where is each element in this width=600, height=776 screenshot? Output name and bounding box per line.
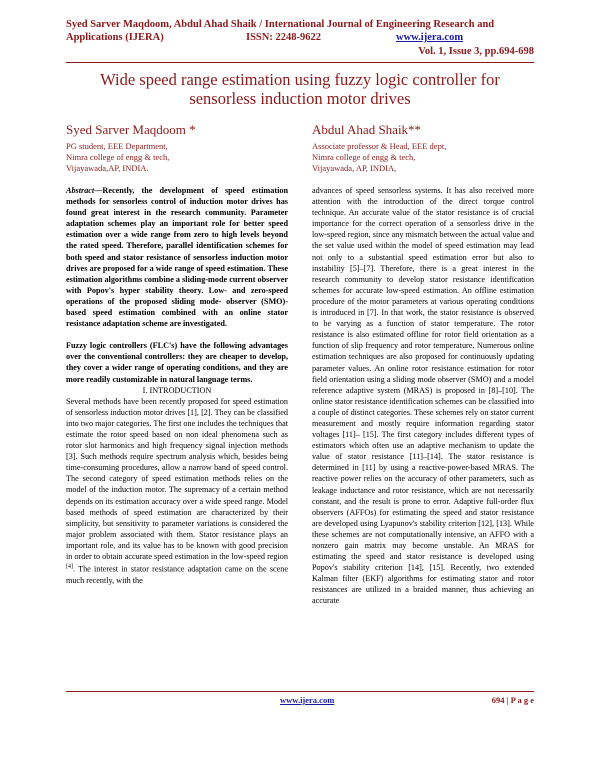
intro-text-end: . The interest in stator resistance adaptation came on the scene much recently, with the bbox=[66, 564, 288, 585]
flc-paragraph: Fuzzy logic controllers (FLC's) have the following advantages over the conventional controllers: they are cheaper to develop, they cover a wider range of operating conditions, and they are more readily customizable in natural language terms. bbox=[66, 341, 288, 384]
footer-website-link[interactable]: www.ijera.com bbox=[280, 695, 335, 705]
intro-text: Several methods have been recently proposed for speed estimation of sensorless induction motor drives [1], [2]. They can be classified into two major categories. The first one includes the techniques that estimate the rotor speed based on non ideal phenomena such as rotor slot harmonics and high frequency signal injection methods [3]. Such methods require spectrum analysis which, besides being time-consuming procedures, allow a narrow band of speed control. The second category of speed estimation methods relies on the model of the induction motor. The supremacy of a certain method depends on its estimation accuracy over a wide speed range. Model based methods of speed estimation are characterized by their simplicity, but sensitivity to parameter variations is considered the major problem associated with them. Stator resistance plays an important role, and its value has to be known with good precision in order to obtain accurate speed estimation in the low-speed region bbox=[66, 396, 288, 561]
paper-title: Wide speed range estimation using fuzzy logic controller for sensorless induction motor drives bbox=[100, 70, 500, 108]
abstract-label: Abstract bbox=[66, 186, 95, 195]
author-1-affiliation bbox=[66, 141, 169, 174]
running-header bbox=[66, 18, 536, 44]
issn: ISSN: 2248-9622 bbox=[246, 32, 321, 43]
intro-paragraph-continued: advances of speed sensorless systems. It has also received more attention with the introduction of the direct torque control technique. An accurate value of the stator resistance is of crucial importance for the correct operation of a sensorless drive in the low-speed region, since any mismatch between the actual value and the set value used within the model of speed estimation may lead not only to a substantial speed estimation error but also to instability [5]–[7]. Therefore, there is a great interest in the research community to develop stator resistance identification schemes for accurate low-speed estimation. An offline estimation procedure of the motor parameters at various operating conditions is introduced in [7]. In that work, the stator resistance is observed to be varying as a function of stator temperature. The rotor resistance is also estimated offline for rotor field orientation as a function of slip frequency and rotor temperature. Numerous online estimation techniques are also proposed for continuously updating parameter values. An online rotor resistance estimation for rotor field orientation using a sliding mode observer (SMO) and a model reference adaptive system (MRAS) is proposed in [8]–[10]. The online stator resistance identification schemes can be classified into a couple of distinct categories. These schemes rely on stator current measurement and mostly require information regarding stator voltages [11]– [15]. The first category includes different types of estimators which often use an adaptive mechanism to update the value of stator resistance [11]–[14]. The stator resistance is determined in [11] by using a reactive-power-based MRAS. The reactive power relies on the accuracy of other parameters, such as leakage inductance and rotor resistance, which are not necessarily constant, and the result is prone to error. Adaptive full-order flux observers (AFFOs) for estimating the speed and stator resistance are developed using Lyapunov's stability criterion [12], [13]. While these schemes are not computationally intensive, an AFFO with a nonzero gain matrix may become unstable. An MRAS for estimating the speed and stator resistance is developed using Popov's stability criterion [14], [15]. Recently, two extended Kalman filter (EKF) algorithms for estimating stator and rotor resistances are utilized in a braided manner, thus achieving an accurate bbox=[312, 186, 534, 606]
author-2-affiliation bbox=[312, 141, 446, 174]
abstract bbox=[66, 185, 288, 329]
footer-divider bbox=[66, 691, 534, 692]
journal-line: Syed Sarver Maqdoom, Abdul Ahad Shaik / International Journal of Engineering Research and Applications (IJERA) bbox=[66, 19, 495, 43]
page-number: 694 | P a g e bbox=[491, 695, 534, 705]
intro-paragraph bbox=[66, 396, 288, 586]
author-1-aff-line: Nimra college of engg & tech, bbox=[66, 152, 170, 162]
section-heading: I. INTRODUCTION bbox=[142, 385, 212, 395]
author-2-aff-line: Nimra college of engg & tech, bbox=[312, 152, 416, 162]
author-2-aff-line: Associate professor & Head, EEE dept, bbox=[312, 141, 447, 151]
header-website-link[interactable]: www.ijera.com bbox=[396, 32, 464, 43]
header-divider bbox=[66, 62, 534, 63]
abstract-text: —Recently, the development of speed estimation methods for sensorless control of induction motor drives has found great interest in the research community. Parameter adaptation schemes play an important role for better speed estimation over a wide range from zero to high levels beyond the rated speed. Therefore, parallel identification schemes for both speed and stator resistance of sensorless induction motor drives are proposed for a wide range of speed estimation. These estimation algorithms combine a sliding-mode current observer with Popov's hyper stability theory. Low- and zero-speed operations of the proposed sliding mode- observer (SMO)-based speed estimation combined with an online stator resistance adaptation scheme are investigated. bbox=[66, 186, 288, 329]
author-1-aff-line: Vijayawada,AP, INDIA. bbox=[66, 163, 149, 173]
left-column bbox=[66, 185, 288, 586]
author-2-aff-line: Vijayawada, AP, INDIA, bbox=[312, 163, 397, 173]
author-2-name: Abdul Ahad Shaik** bbox=[312, 122, 422, 137]
author-1-name: Syed Sarver Maqdoom * bbox=[66, 122, 196, 137]
volume-info: Vol. 1, Issue 3, pp.694-698 bbox=[418, 46, 534, 57]
citation: [4] bbox=[66, 564, 73, 571]
author-1-aff-line: PG student, EEE Department, bbox=[66, 141, 168, 151]
right-column bbox=[312, 185, 534, 607]
